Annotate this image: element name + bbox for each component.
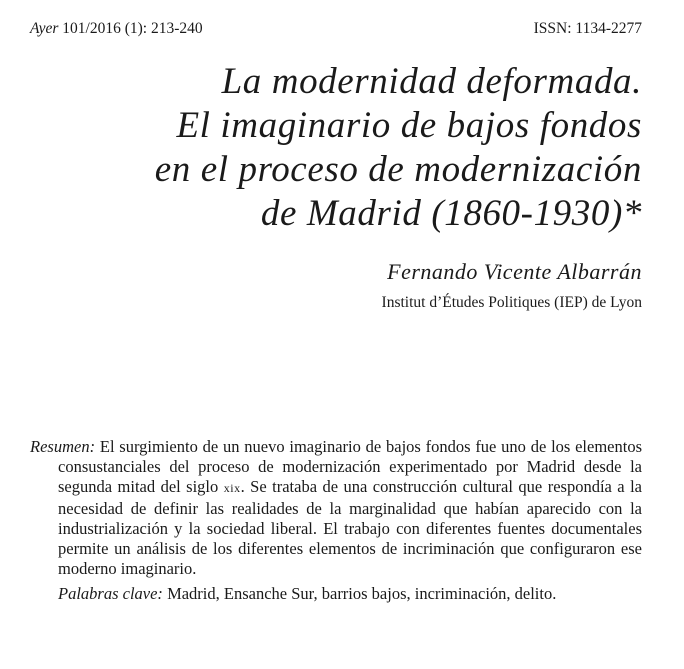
keywords-paragraph [30,584,642,604]
article-title [42,60,642,236]
title-line: El imaginario de bajos fondos [176,105,642,146]
century-numeral: xix [223,481,241,496]
keywords-text: Madrid, Ensanche Sur, barrios bajos, incriminación, delito. [167,584,557,604]
title-line: en el proceso de modernización [154,149,642,190]
journal-citation [30,18,203,40]
journal-name: Ayer [30,20,59,37]
journal-issn: ISSN: 1134-2277 [533,20,642,37]
running-header [30,18,642,40]
title-line: de Madrid (1860-1930)* [260,193,642,234]
author-affiliation: Institut d’Études Politiques (IEP) de Lyon [381,294,642,311]
abstract-text-part2: . Se trataba de una construcción cultural que respondía a la necesidad de definir las realidades de la marginalidad que habían aparecido con la industrialización y la sociedad liberal. El trabajo con diferentes fuentes documentales permite un análisis de los diferentes elementos de incriminación que configuraron ese moderno imaginario. [58,477,642,579]
abstract-label: Resumen: [30,437,96,456]
journal-issue: 101/2016 (1): 213-240 [62,20,203,37]
abstract-text-part1: El surgimiento de un nuevo imaginario de bajos fondos fue uno de los elementos consustanciales del proceso de modernización experimentado por Madrid desde la segunda mitad del siglo [58,437,642,497]
author-name: Fernando Vicente Albarrán [387,259,642,284]
title-line: La modernidad deformada. [221,61,642,102]
keywords-label: Palabras clave: [58,584,163,604]
abstract-section [30,437,642,605]
abstract-paragraph [30,437,642,579]
